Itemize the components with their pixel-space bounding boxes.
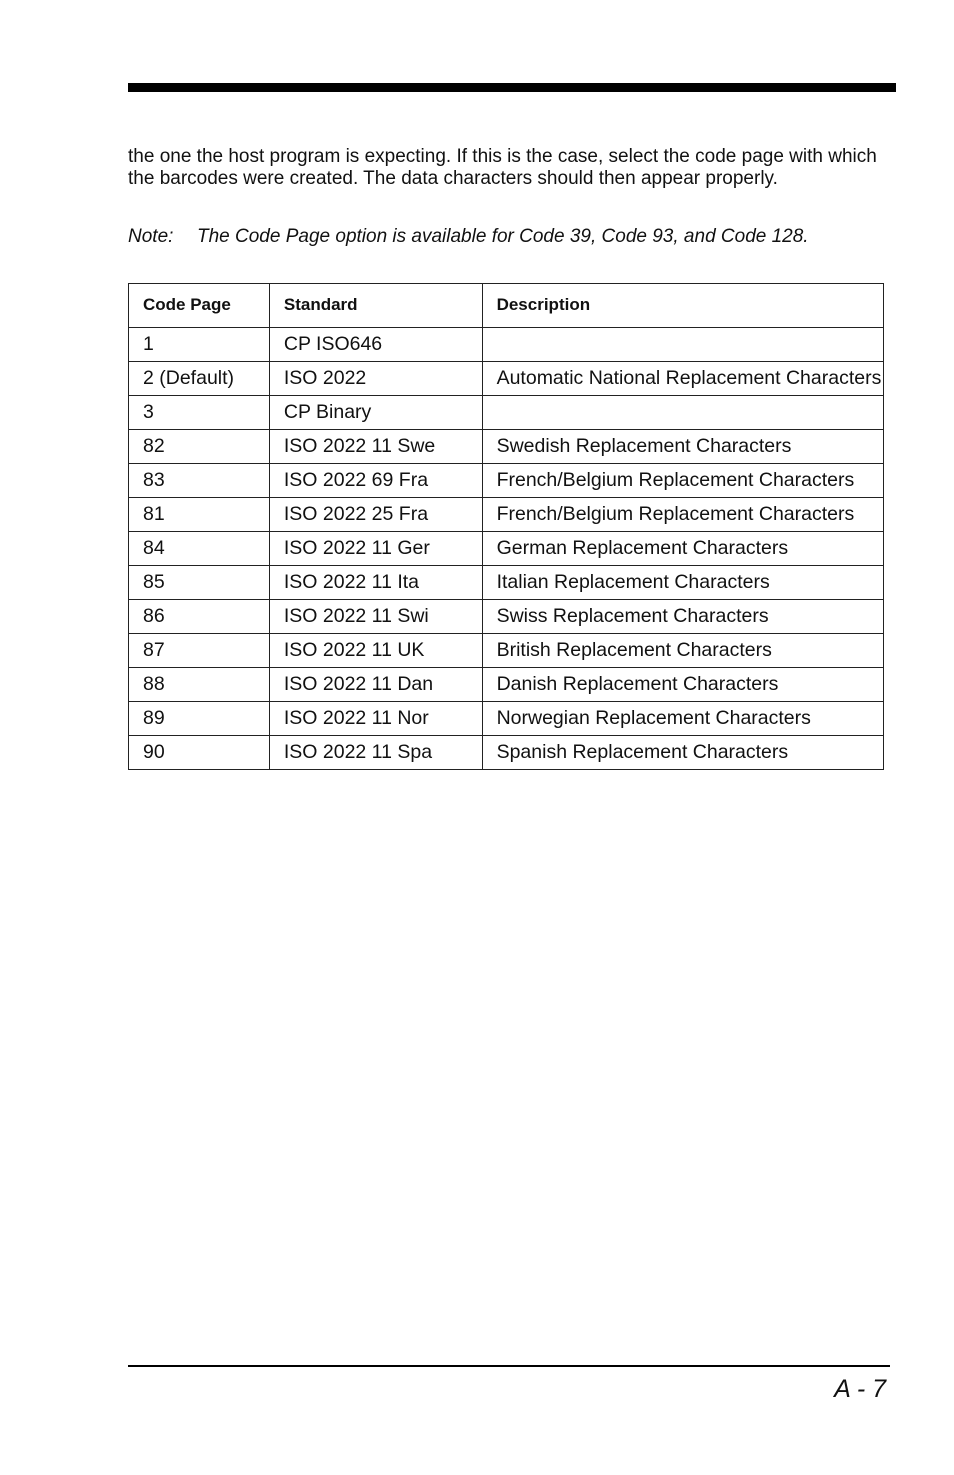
cell-description: French/Belgium Replacement Characters <box>482 498 883 532</box>
cell-standard: ISO 2022 11 Spa <box>269 736 482 770</box>
footer-rule <box>128 1365 890 1367</box>
cell-code-page: 89 <box>129 702 270 736</box>
table-header-row <box>129 284 884 328</box>
table-row <box>129 532 884 566</box>
cell-description: Automatic National Replacement Characters <box>482 362 883 396</box>
header-description: Description <box>482 284 883 328</box>
cell-standard: CP ISO646 <box>269 328 482 362</box>
cell-code-page: 3 <box>129 396 270 430</box>
cell-code-page: 83 <box>129 464 270 498</box>
cell-standard: ISO 2022 69 Fra <box>269 464 482 498</box>
cell-standard: ISO 2022 11 Swe <box>269 430 482 464</box>
table-row <box>129 634 884 668</box>
cell-description: British Replacement Characters <box>482 634 883 668</box>
cell-description: Swedish Replacement Characters <box>482 430 883 464</box>
cell-standard: ISO 2022 11 Ita <box>269 566 482 600</box>
cell-code-page: 86 <box>129 600 270 634</box>
cell-code-page: 1 <box>129 328 270 362</box>
table-row <box>129 430 884 464</box>
cell-standard: ISO 2022 11 Nor <box>269 702 482 736</box>
table-row <box>129 736 884 770</box>
table-row <box>129 328 884 362</box>
cell-code-page: 85 <box>129 566 270 600</box>
cell-description: Italian Replacement Characters <box>482 566 883 600</box>
table-row <box>129 600 884 634</box>
note-text: The Code Page option is available for Code 39, Code 93, and Code 128. <box>197 226 809 247</box>
table-row <box>129 566 884 600</box>
cell-code-page: 82 <box>129 430 270 464</box>
header-code-page: Code Page <box>129 284 270 328</box>
cell-description: German Replacement Characters <box>482 532 883 566</box>
cell-standard: ISO 2022 11 Swi <box>269 600 482 634</box>
cell-description: Norwegian Replacement Characters <box>482 702 883 736</box>
cell-code-page: 81 <box>129 498 270 532</box>
cell-standard: ISO 2022 11 Dan <box>269 668 482 702</box>
table-row <box>129 702 884 736</box>
cell-code-page: 88 <box>129 668 270 702</box>
table-row <box>129 668 884 702</box>
intro-paragraph: the one the host program is expecting. If this is the case, select the code page with which the barcodes were created. The data characters should then appear properly. <box>128 146 877 189</box>
table-row <box>129 362 884 396</box>
note-label: Note: <box>128 226 174 247</box>
cell-standard: CP Binary <box>269 396 482 430</box>
cell-standard: ISO 2022 <box>269 362 482 396</box>
cell-description: French/Belgium Replacement Characters <box>482 464 883 498</box>
cell-standard: ISO 2022 11 Ger <box>269 532 482 566</box>
cell-description: Swiss Replacement Characters <box>482 600 883 634</box>
header-rule <box>128 83 896 92</box>
table-row <box>129 464 884 498</box>
cell-code-page: 2 (Default) <box>129 362 270 396</box>
cell-standard: ISO 2022 11 UK <box>269 634 482 668</box>
cell-description: Danish Replacement Characters <box>482 668 883 702</box>
code-page-table <box>128 283 884 770</box>
page-number: A - 7 <box>834 1375 886 1403</box>
cell-description <box>482 396 883 430</box>
cell-standard: ISO 2022 25 Fra <box>269 498 482 532</box>
cell-code-page: 87 <box>129 634 270 668</box>
header-standard: Standard <box>269 284 482 328</box>
note <box>128 225 918 249</box>
cell-code-page: 90 <box>129 736 270 770</box>
cell-description: Spanish Replacement Characters <box>482 736 883 770</box>
table-row <box>129 498 884 532</box>
cell-description <box>482 328 883 362</box>
cell-code-page: 84 <box>129 532 270 566</box>
table-row <box>129 396 884 430</box>
